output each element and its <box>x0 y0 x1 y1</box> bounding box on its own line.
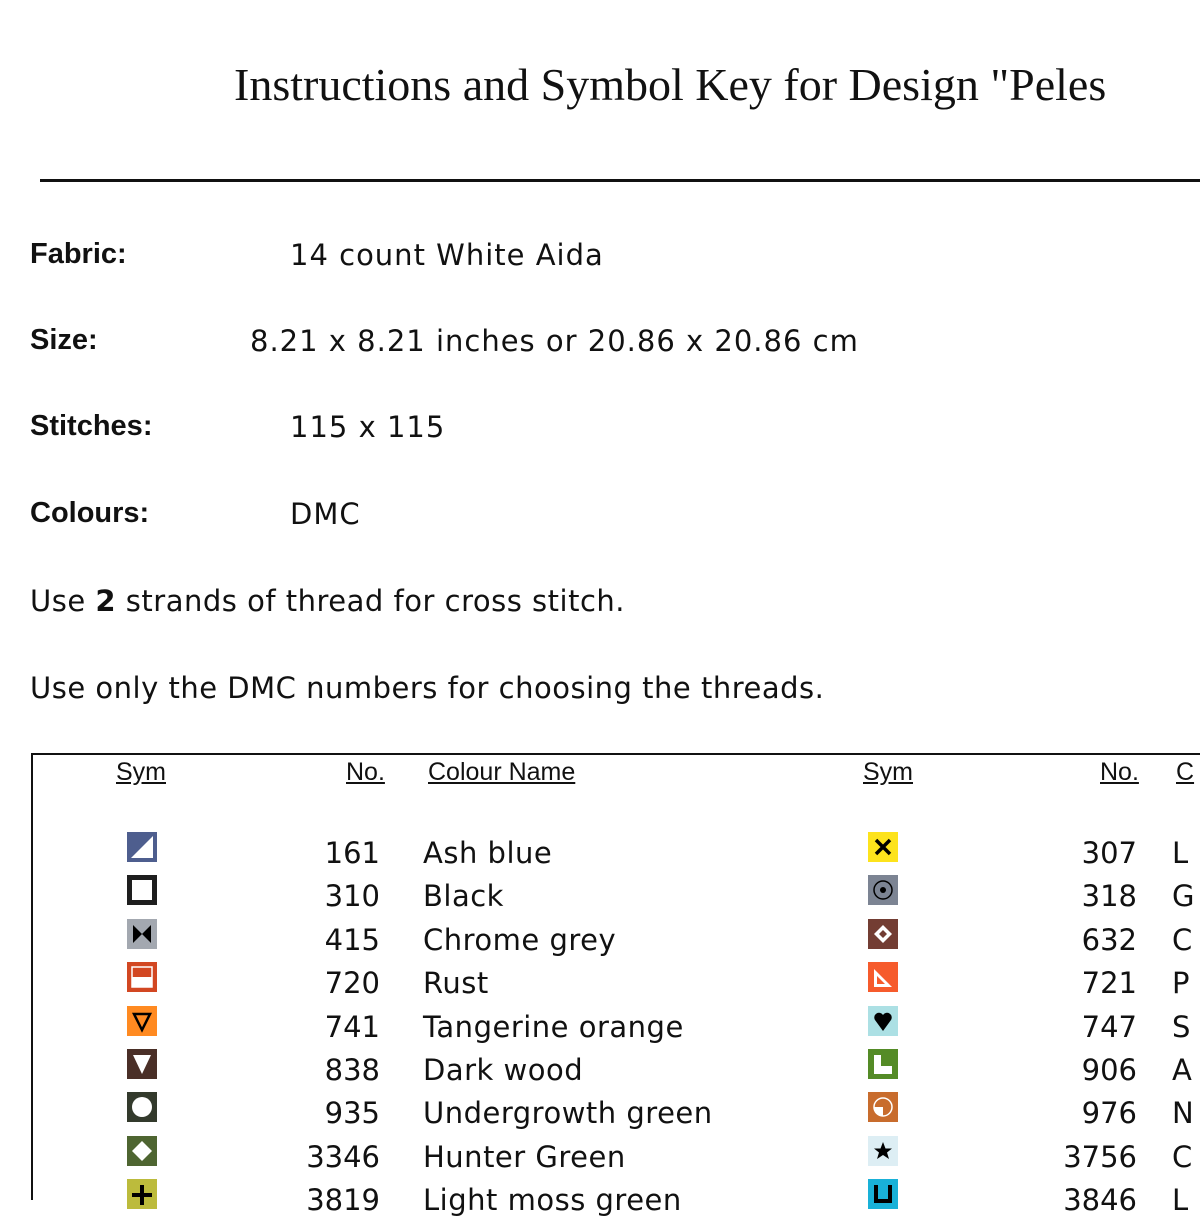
strands-count: 2 <box>95 584 117 618</box>
colour-name: Rust <box>423 966 489 1001</box>
set-square-icon <box>868 962 898 992</box>
dmc-note: Use only the DMC numbers for choosing the threads. <box>30 671 825 705</box>
quarter-circle-icon <box>868 1092 898 1122</box>
fabric-value: 14 count White Aida <box>290 238 604 272</box>
half-bar-icon <box>127 962 157 992</box>
colour-name: P <box>1172 966 1190 1001</box>
page-title: Instructions and Symbol Key for Design "Peles <box>234 59 1107 110</box>
u-shape-icon <box>868 1179 898 1209</box>
colour-name: Dark wood <box>423 1053 584 1087</box>
dmc-number: 3346 <box>306 1139 380 1174</box>
dmc-number: 976 <box>1081 1096 1137 1131</box>
header-colour-name-2: C <box>1176 758 1195 786</box>
colour-name: Chrome grey <box>423 922 617 957</box>
colour-name: A <box>1172 1053 1193 1087</box>
heart-icon <box>868 1006 898 1036</box>
dmc-number: 161 <box>324 836 380 870</box>
colour-name: C <box>1172 922 1193 957</box>
dmc-number: 3846 <box>1063 1183 1137 1217</box>
size-label: Size: <box>30 324 98 356</box>
strands-post: strands of thread for cross stitch. <box>116 584 625 618</box>
diamond-outline-icon <box>868 919 898 949</box>
dmc-number: 720 <box>324 966 380 1001</box>
strands-pre: Use <box>30 584 96 618</box>
dmc-number: 741 <box>324 1009 380 1044</box>
header-sym-2: Sym <box>863 758 913 786</box>
header-no-2: No. <box>1100 758 1139 786</box>
square-outline-icon <box>127 875 157 905</box>
header-no: No. <box>346 758 385 786</box>
l-shape-icon <box>868 1049 898 1079</box>
colours-value: DMC <box>290 497 361 531</box>
dmc-number: 307 <box>1081 836 1137 870</box>
dmc-number: 747 <box>1081 1009 1137 1044</box>
dmc-number: 318 <box>1081 879 1137 914</box>
dmc-number: 3756 <box>1063 1139 1137 1174</box>
stitches-value: 115 x 115 <box>290 410 446 444</box>
dmc-number: 906 <box>1081 1053 1137 1087</box>
size-value: 8.21 x 8.21 inches or 20.86 x 20.86 cm <box>250 324 859 358</box>
colour-name: S <box>1172 1009 1191 1044</box>
header-sym: Sym <box>116 758 166 786</box>
colour-name: Black <box>423 879 504 914</box>
colour-name: L <box>1172 836 1189 870</box>
colour-name: Undergrowth green <box>423 1096 713 1131</box>
triangle-down-outline-icon <box>127 1006 157 1036</box>
colour-name: C <box>1172 1139 1193 1174</box>
colour-name: G <box>1172 879 1195 914</box>
fabric-label: Fabric: <box>30 238 127 270</box>
colour-name: Ash blue <box>423 836 553 870</box>
stitches-label: Stitches: <box>30 410 153 442</box>
dmc-number: 838 <box>324 1053 380 1087</box>
colour-name: Tangerine orange <box>423 1009 684 1044</box>
bowtie-icon <box>127 919 157 949</box>
header-colour-name: Colour Name <box>428 758 576 786</box>
triangle-down-icon <box>127 1049 157 1079</box>
diamond-icon <box>127 1136 157 1166</box>
circle-icon <box>127 1092 157 1122</box>
colour-name: L <box>1172 1183 1189 1217</box>
dot-circle-icon <box>868 875 898 905</box>
colour-name: Light moss green <box>423 1183 682 1217</box>
star-icon <box>868 1136 898 1166</box>
colour-name: N <box>1172 1096 1195 1131</box>
divider <box>40 179 1200 182</box>
plus-icon <box>127 1179 157 1209</box>
dmc-number: 310 <box>324 879 380 914</box>
x-icon <box>868 832 898 862</box>
colours-label: Colours: <box>30 497 150 529</box>
half-triangle-icon <box>127 832 157 862</box>
dmc-number: 3819 <box>306 1183 380 1217</box>
strands-instruction <box>30 584 625 618</box>
dmc-number: 415 <box>324 922 380 957</box>
dmc-number: 935 <box>324 1096 380 1131</box>
dmc-number: 632 <box>1081 922 1137 957</box>
dmc-number: 721 <box>1081 966 1137 1001</box>
colour-name: Hunter Green <box>423 1139 626 1174</box>
